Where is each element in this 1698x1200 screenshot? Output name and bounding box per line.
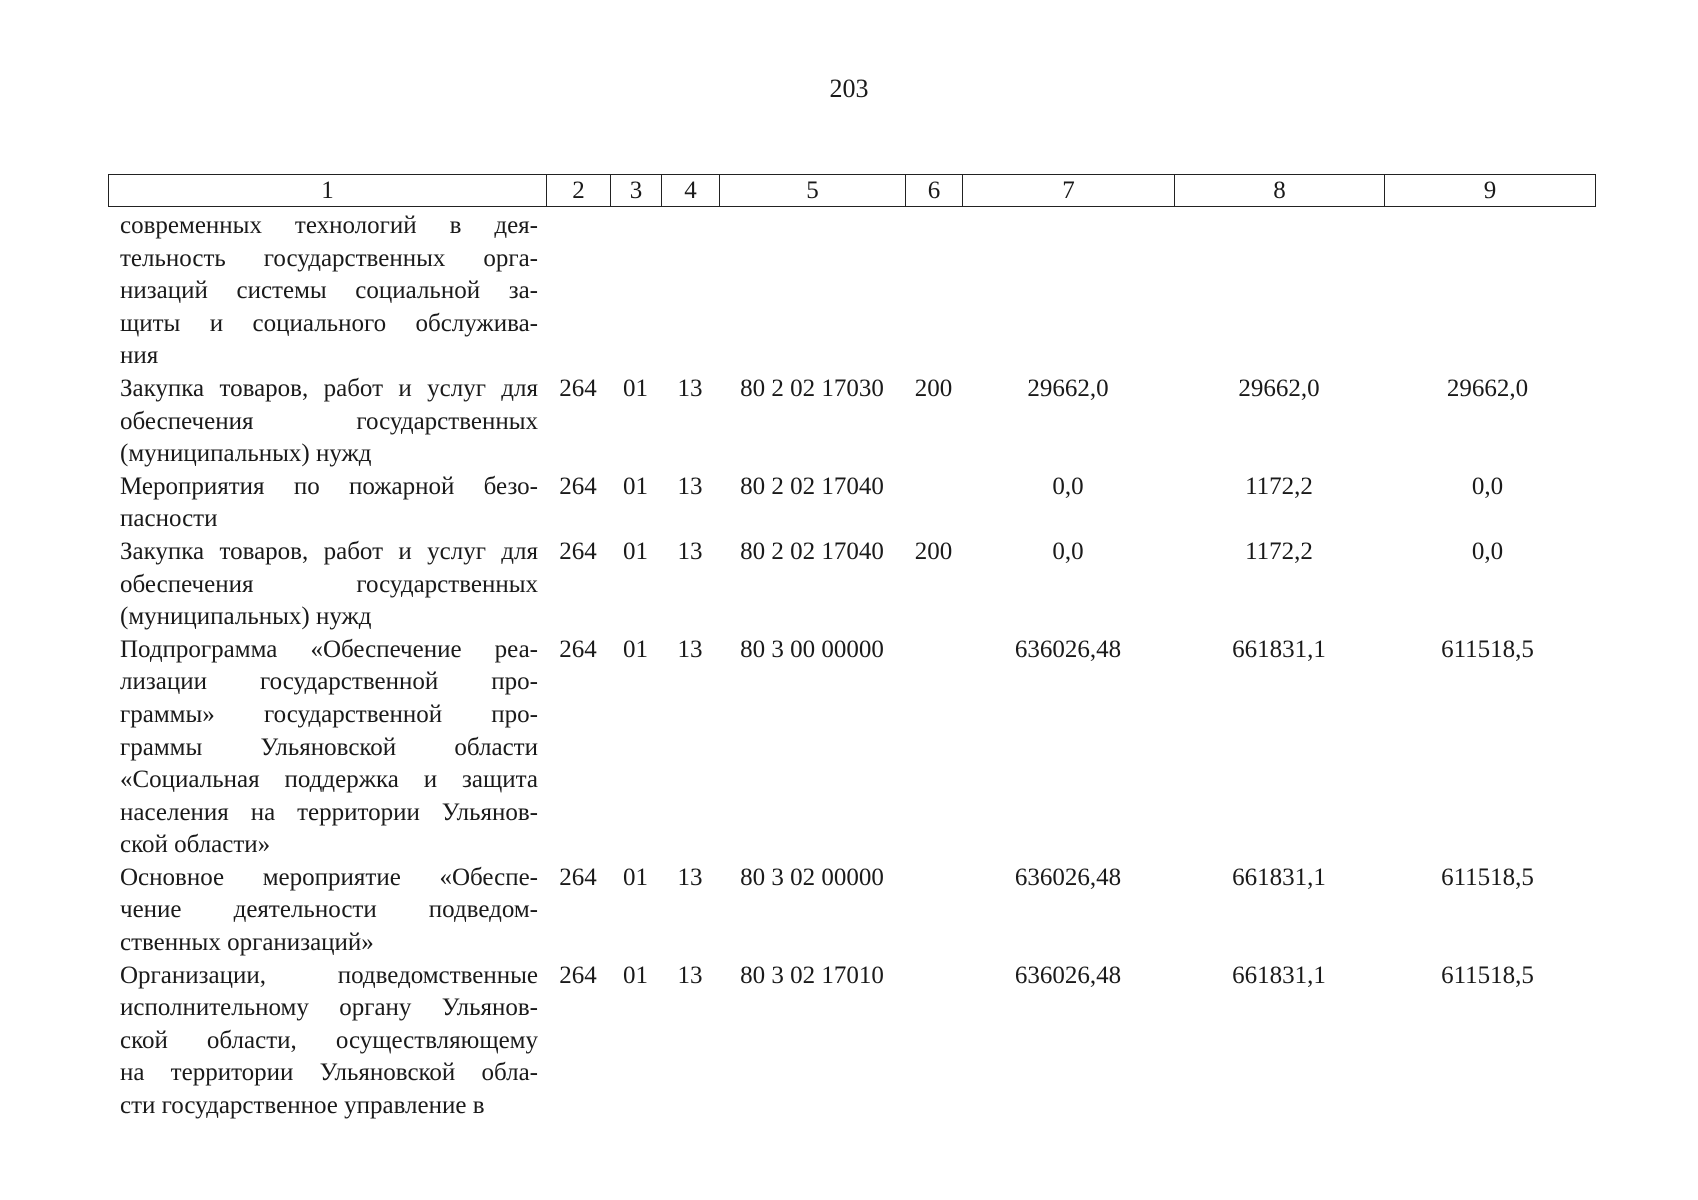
- cell-amount-year-3: 611518,5: [1441, 863, 1534, 891]
- header-col-2: 2: [547, 175, 611, 207]
- cell-amount-year-3: 611518,5: [1441, 961, 1534, 989]
- description-line: чение деятельности подведом-: [120, 896, 538, 924]
- description-line: исполнительному органу Ульянов-: [120, 994, 538, 1022]
- row-description: [108, 536, 546, 634]
- header-col-8: 8: [1175, 175, 1385, 207]
- cell-amount-year-1: 0,0: [1052, 537, 1084, 565]
- cell-subsection: 13: [677, 472, 703, 500]
- cell-amount-year-2: 1172,2: [1245, 472, 1313, 500]
- cell-expense-type: 200: [914, 374, 953, 402]
- cell-target-article: 80 3 02 00000: [740, 863, 884, 891]
- header-col-6: 6: [906, 175, 963, 207]
- table-row: [108, 862, 1595, 960]
- description-line: низаций системы социальной за-: [120, 277, 538, 305]
- cell-target-article: 80 2 02 17030: [740, 374, 884, 402]
- description-line: (муниципальных) нужд: [120, 603, 372, 631]
- column-number-header: [108, 174, 1596, 207]
- description-line: лизации государственной про-: [120, 668, 538, 696]
- cell-section: 01: [623, 863, 648, 891]
- description-line: Закупка товаров, работ и услуг для: [120, 537, 538, 565]
- row-description: [108, 471, 546, 536]
- cell-subsection: 13: [677, 635, 703, 663]
- row-description: [108, 862, 546, 960]
- description-line: Основное мероприятие «Обеспе-: [120, 863, 538, 891]
- description-line: Закупка товаров, работ и услуг для: [120, 374, 538, 402]
- header-col-7: 7: [963, 175, 1175, 207]
- description-line: сти государственное управление в: [120, 1092, 485, 1120]
- cell-subsection: 13: [677, 537, 703, 565]
- description-line: Мероприятия по пожарной безо-: [120, 472, 538, 500]
- cell-ministry-code: 264: [559, 472, 597, 500]
- page-number: 203: [829, 74, 869, 103]
- description-line: населения на территории Ульянов-: [120, 798, 538, 826]
- cell-amount-year-1: 636026,48: [1014, 961, 1122, 989]
- header-col-1: 1: [109, 175, 547, 207]
- cell-ministry-code: 264: [559, 374, 597, 402]
- cell-ministry-code: 264: [559, 537, 597, 565]
- table-body: [108, 210, 1595, 1123]
- cell-section: 01: [623, 472, 648, 500]
- table-row: [108, 960, 1595, 1123]
- cell-section: 01: [623, 537, 648, 565]
- row-description: [108, 634, 546, 862]
- description-line: (муниципальных) нужд: [120, 440, 372, 468]
- cell-amount-year-3: 0,0: [1471, 472, 1504, 500]
- description-line: Подпрограмма «Обеспечение реа-: [120, 635, 538, 663]
- cell-amount-year-2: 661831,1: [1232, 863, 1326, 891]
- table-row: [108, 634, 1595, 862]
- header-col-5: 5: [720, 175, 906, 207]
- description-line: ственных организаций»: [120, 929, 374, 957]
- description-line: на территории Ульяновской обла-: [120, 1059, 538, 1087]
- cell-section: 01: [623, 635, 648, 663]
- description-line: ской области, осуществляющему: [120, 1026, 538, 1054]
- cell-amount-year-2: 661831,1: [1232, 635, 1326, 663]
- cell-amount-year-3: 29662,0: [1446, 374, 1529, 402]
- table-row: [108, 373, 1595, 471]
- header-col-4: 4: [662, 175, 720, 207]
- cell-ministry-code: 264: [559, 961, 597, 989]
- description-line: современных технологий в дея-: [120, 212, 538, 239]
- cell-target-article: 80 3 00 00000: [740, 635, 884, 663]
- cell-section: 01: [623, 374, 648, 402]
- table-row: [108, 210, 1595, 373]
- cell-amount-year-2: 29662,0: [1238, 374, 1320, 402]
- header-col-9: 9: [1385, 175, 1596, 207]
- description-line: граммы» государственной про-: [120, 700, 538, 728]
- description-line: граммы Ульяновской области: [120, 733, 538, 761]
- cell-amount-year-1: 636026,48: [1014, 635, 1122, 663]
- cell-subsection: 13: [677, 374, 703, 402]
- cell-subsection: 13: [677, 863, 703, 891]
- cell-amount-year-1: 29662,0: [1027, 374, 1109, 402]
- row-description: [108, 373, 546, 471]
- cell-target-article: 80 3 02 17010: [740, 961, 884, 989]
- description-line: обеспечения государственных: [120, 570, 538, 598]
- cell-amount-year-3: 611518,5: [1441, 635, 1534, 663]
- cell-section: 01: [623, 961, 648, 989]
- table-row: [108, 536, 1595, 634]
- description-line: тельность государственных орга-: [120, 244, 538, 272]
- header-col-3: 3: [611, 175, 662, 207]
- description-line: Организации, подведомственные: [120, 961, 538, 989]
- row-description: [108, 210, 546, 373]
- cell-amount-year-1: 636026,48: [1014, 863, 1122, 891]
- description-line: ния: [120, 342, 159, 370]
- cell-amount-year-2: 1172,2: [1245, 537, 1313, 565]
- cell-target-article: 80 2 02 17040: [740, 472, 884, 500]
- table-row: [108, 471, 1595, 536]
- cell-amount-year-3: 0,0: [1471, 537, 1504, 565]
- description-line: щиты и социального обслужива-: [120, 309, 538, 337]
- cell-ministry-code: 264: [559, 635, 597, 663]
- cell-amount-year-1: 0,0: [1052, 472, 1084, 500]
- description-line: «Социальная поддержка и защита: [120, 766, 538, 794]
- description-line: ской области»: [120, 831, 271, 859]
- row-description: [108, 960, 546, 1123]
- description-line: пасности: [120, 505, 218, 533]
- cell-ministry-code: 264: [559, 863, 597, 891]
- cell-subsection: 13: [677, 961, 703, 989]
- cell-expense-type: 200: [914, 537, 953, 565]
- cell-target-article: 80 2 02 17040: [740, 537, 884, 565]
- cell-amount-year-2: 661831,1: [1232, 961, 1326, 989]
- description-line: обеспечения государственных: [120, 407, 538, 435]
